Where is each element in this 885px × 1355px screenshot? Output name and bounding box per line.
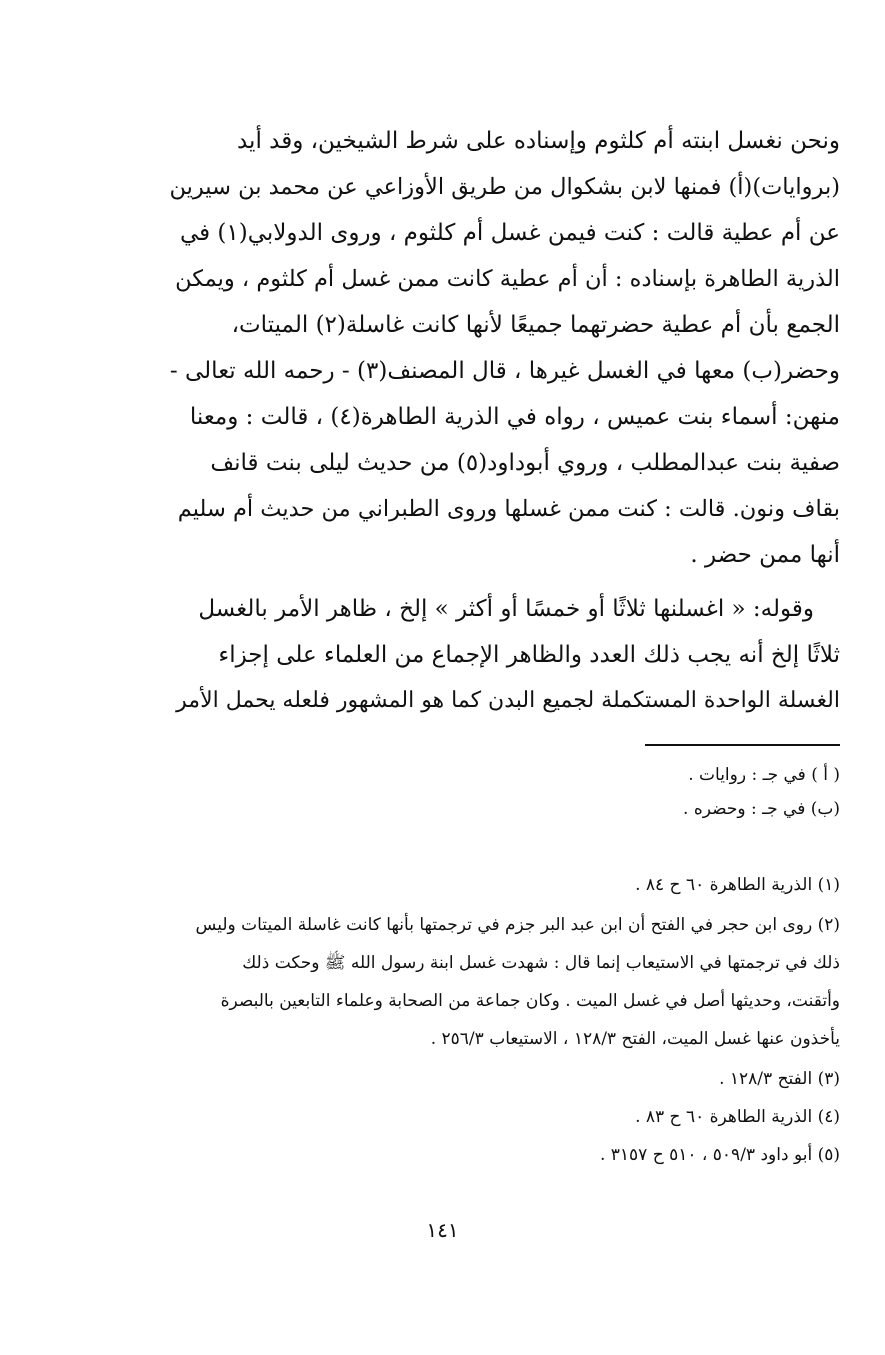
footnote: (٣) الفتح ١٢٨/٣ . (719, 1069, 840, 1089)
variant-note: ( أ ) في جـ : روايات . (688, 765, 840, 785)
footnote-divider (645, 744, 840, 746)
footnote: (٢) روى ابن حجر في الفتح أن ابن عبد البر جزم في ترجمتها بأنها كانت غاسلة الميتات وليس (195, 915, 840, 935)
text-line: ثلاثًا إلخ أنه يجب ذلك العدد والظاهر الإجماع من العلماء على إجزاء (218, 642, 840, 668)
text-line: عن أم عطية قالت : كنت فيمن غسل أم كلثوم ، وروى الدولابي(١) في (179, 220, 840, 246)
footnote: (٤) الذرية الطاهرة ٦٠ ح ٨٣ . (635, 1107, 840, 1127)
text-line: صفية بنت عبدالمطلب ، وروي أبوداود(٥) من حديث ليلى بنت قانف (210, 450, 840, 476)
footnotes (168, 866, 840, 1174)
paragraph-gap (168, 578, 840, 586)
variant-note: (ب) في جـ : وحضره . (683, 799, 840, 819)
text-line: الذرية الطاهرة بإسناده : أن أم عطية كانت ممن غسل أم كلثوم ، ويمكن (175, 266, 840, 292)
variant-notes (168, 758, 840, 826)
footnote-continuation: وأتقنت، وحديثها أصل في غسل الميت . وكان جماعة من الصحابة وعلماء التابعين بالبصرة (220, 991, 840, 1011)
footnote: (١) الذرية الطاهرة ٦٠ ح ٨٤ . (635, 875, 840, 895)
footnote-continuation: ذلك في ترجمتها في الاستيعاب إنما قال : شهدت غسل ابنة رسول الله ﷺ وحكت ذلك (242, 953, 840, 973)
text-line: الغسلة الواحدة المستكملة لجميع البدن كما هو المشهور فلعله يحمل الأمر (176, 688, 840, 713)
text-line: (بروايات)(أ) فمنها لابن بشكوال من طريق الأوزاعي عن محمد بن سيرين (169, 174, 840, 200)
text-line: منهن: أسماء بنت عميس ، رواه في الذرية الطاهرة(٤) ، قالت : ومعنا (189, 404, 840, 430)
text-line: وقوله: « اغسلنها ثلاثًا أو خمسًا أو أكثر » إلخ ، ظاهر الأمر بالغسل (198, 596, 814, 622)
text-line: أنها ممن حضر . (690, 542, 840, 568)
text-line: بقاف ونون. قالت : كنت ممن غسلها وروى الطبراني من حديث أم سليم (177, 496, 840, 522)
text-line: وحضر(ب) معها في الغسل غيرها ، قال المصنف(٣) - رحمه الله تعالى - (169, 358, 840, 384)
text-line: ونحن نغسل ابنته أم كلثوم وإسناده على شرط الشيخين، وقد أيد (236, 128, 840, 154)
page-number: ١٤١ (426, 1218, 459, 1242)
footnote: (٥) أبو داود ٥٠٩/٣ ، ٥١٠ ح ٣١٥٧ . (599, 1145, 840, 1165)
main-text (168, 118, 840, 724)
text-line: الجمع بأن أم عطية حضرتهما جميعًا لأنها كانت غاسلة(٢) الميتات، (231, 312, 840, 338)
footnote-continuation: يأخذون عنها غسل الميت، الفتح ١٢٨/٣ ، الاستيعاب ٢٥٦/٣ . (430, 1029, 840, 1049)
